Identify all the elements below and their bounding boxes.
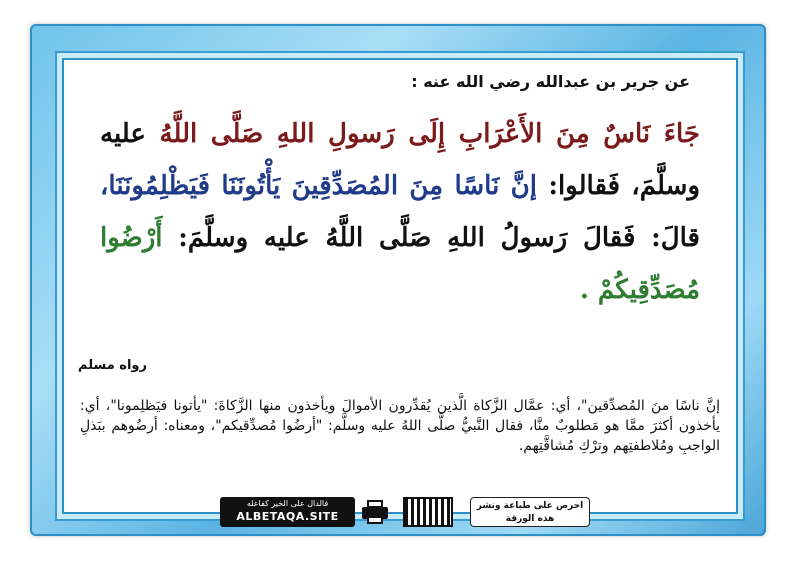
footer xyxy=(220,497,590,527)
print-share-badge: احرص على طباعة ونشر هذه الورقة xyxy=(470,497,590,527)
site-badge[interactable] xyxy=(220,497,355,527)
hadith-part-5: قالَ: فَقالَ رَسولُ اللهِ xyxy=(447,223,700,253)
hadith-part-4: يَأْتُونَنَا فَيَظْلِمُونَنَا، xyxy=(100,171,281,201)
hadith-part-1: جَاءَ نَاسٌ مِنَ الأَعْرَابِ إِلَى رَسولِ اللهِ صَلَّى اللَّهُ xyxy=(159,119,700,149)
hadith-part-2: عليه وسلَّمَ، فَقالوا: xyxy=(100,119,701,201)
explanation-text: إنَّ ناسًا منَ المُصدِّقين"، أي: عمَّال الزَّكاة الَّذين يُقدِّرون الأموالَ ويأخذون منها الزَّكاةَ: "يأتونا فيَظلِمونا"، أي: يأخذون أكثرَ ممَّا هو مَطلوبٌ منَّا، فقال النَّبيُّ صلَّى اللهُ عليه وسلَّم: "أرضُوا مُصدِّقيكم"، ومعناه: أرضُوهم ببَذلِ الواجبِ ومُلاطفتِهم وترْكِ مُشاقَّتِهم. xyxy=(80,398,720,454)
hadith-part-7: أَرْضُوا مُصَدِّقِيكُمْ . xyxy=(100,223,700,305)
hadith-text xyxy=(100,108,700,316)
printer-icon xyxy=(360,500,390,524)
hadith-part-3: إنَّ نَاسًا مِنَ المُصَدِّقِينَ xyxy=(291,171,537,201)
site-tagline: فالدال على الخير كفاعله xyxy=(246,499,329,508)
source-label: رواه مسلم xyxy=(78,358,147,373)
logo-albetaqa xyxy=(403,497,453,527)
hadith-part-6: صَلَّى اللَّهُ عليه وسلَّمَ: xyxy=(178,223,432,253)
site-url[interactable]: ALBETAQA.SITE xyxy=(236,510,339,523)
narrator-line: عن جرير بن عبدالله رضي الله عنه : xyxy=(411,72,690,91)
